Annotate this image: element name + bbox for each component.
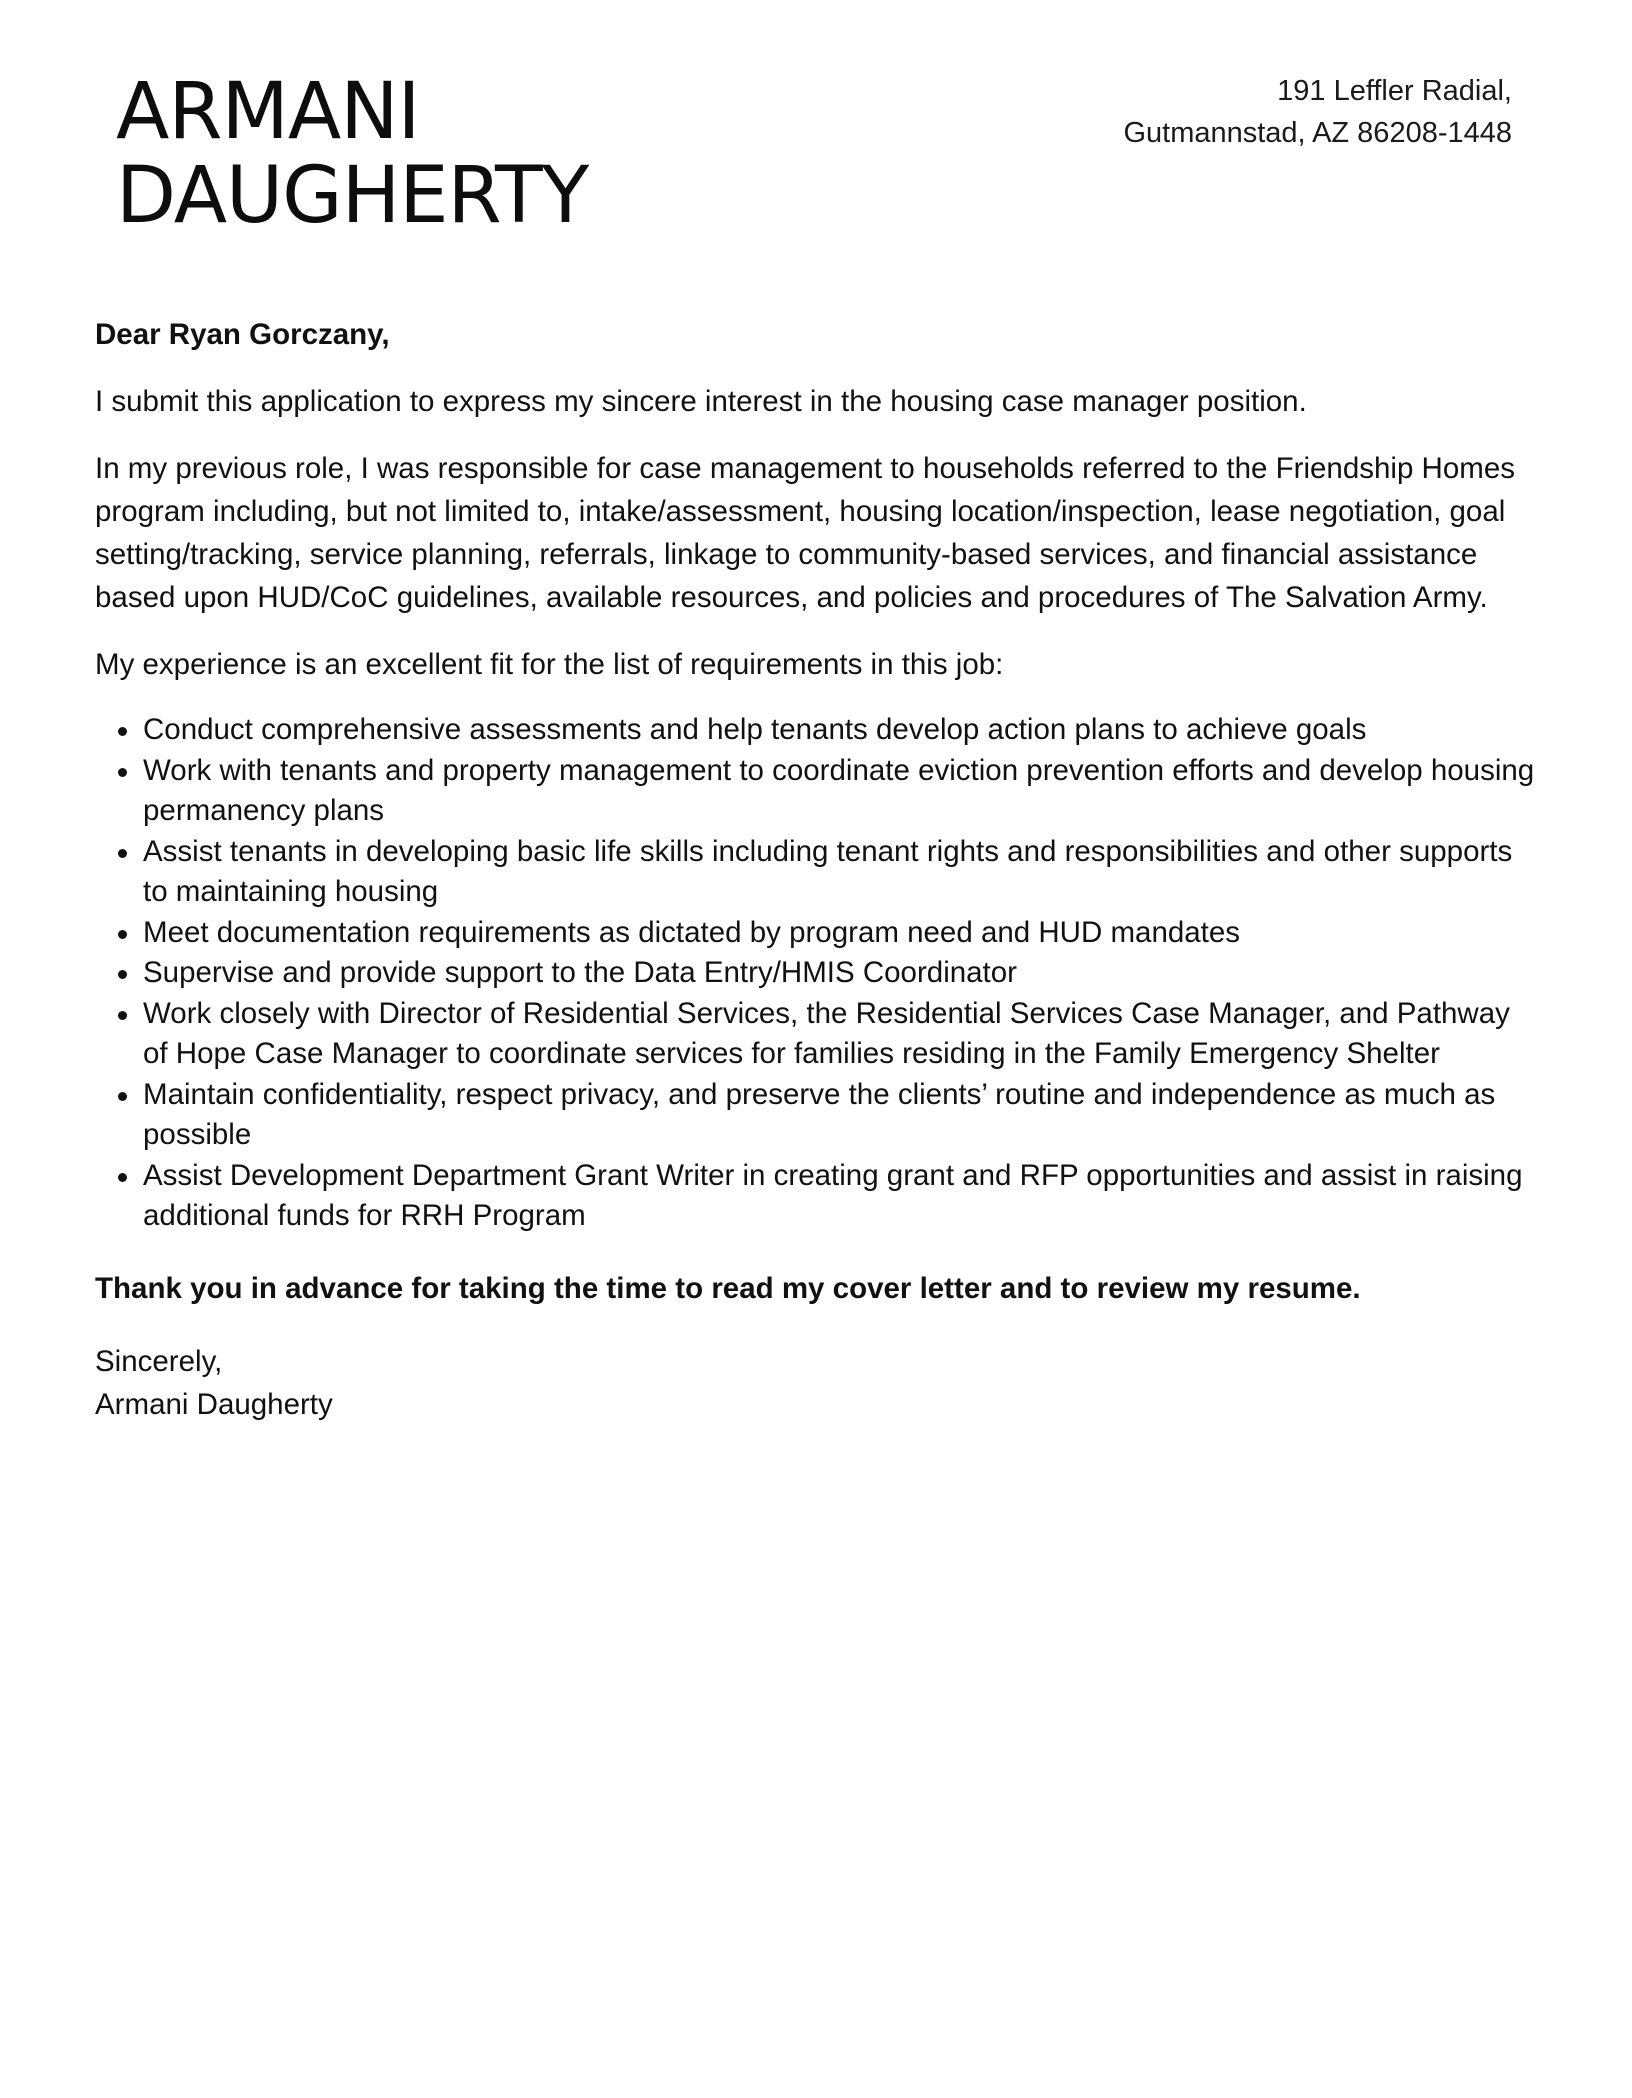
requirement-item: Work closely with Director of Residential Services, the Residential Services Case Manager, and Pathway of Hope Case Manager to coordinate services for families residing in the Family Emergency Shelter bbox=[95, 994, 1535, 1075]
applicant-name-line1: ARMANI bbox=[116, 67, 420, 157]
requirement-item: Meet documentation requirements as dictated by program need and HUD mandates bbox=[95, 913, 1535, 954]
requirements-list bbox=[95, 710, 1535, 1237]
applicant-name-line2: DAUGHERTY bbox=[116, 151, 589, 241]
signature-name: Armani Daugherty bbox=[95, 1387, 333, 1421]
requirement-item: Maintain confidentiality, respect privacy, and preserve the clients’ routine and independence as much as possible bbox=[95, 1075, 1535, 1156]
closing-line: Thank you in advance for taking the time to read my cover letter and to review my resume. bbox=[95, 1271, 1361, 1305]
address-line2: Gutmannstad, AZ 86208-1448 bbox=[1123, 117, 1512, 149]
requirement-item: Assist tenants in developing basic life skills including tenant rights and responsibilities and other supports to maintaining housing bbox=[95, 832, 1535, 913]
applicant-name bbox=[116, 67, 589, 241]
letter-header bbox=[0, 0, 1632, 300]
requirement-item: Conduct comprehensive assessments and help tenants develop action plans to achieve goals bbox=[95, 710, 1535, 751]
experience-paragraph: In my previous role, I was responsible for case management to households referred to the Friendship Homes program including, but not limited to, intake/assessment, housing location/inspection, lease negotiation, goal setting/tracking, service planning, referrals, linkage to community-based services, and financial assistance based upon HUD/CoC guidelines, available resources, and policies and procedures of The Salvation Army. bbox=[95, 452, 1515, 614]
requirement-item: Assist Development Department Grant Writer in creating grant and RFP opportunities and assist in raising additional funds for RRH Program bbox=[95, 1156, 1535, 1237]
requirements-intro: My experience is an excellent fit for the list of requirements in this job: bbox=[95, 648, 1004, 681]
letter-body bbox=[95, 313, 1535, 1450]
signoff-block bbox=[95, 1340, 1535, 1426]
signoff: Sincerely, bbox=[95, 1344, 223, 1378]
requirement-item: Supervise and provide support to the Data Entry/HMIS Coordinator bbox=[95, 953, 1535, 994]
requirement-item: Work with tenants and property management to coordinate eviction prevention efforts and develop housing permanency plans bbox=[95, 751, 1535, 832]
address-line1: 191 Leffler Radial, bbox=[1277, 75, 1512, 107]
applicant-address bbox=[1123, 70, 1512, 154]
intro-paragraph: I submit this application to express my sincere interest in the housing case manager position. bbox=[95, 385, 1307, 418]
salutation: Dear Ryan Gorczany, bbox=[95, 318, 390, 351]
